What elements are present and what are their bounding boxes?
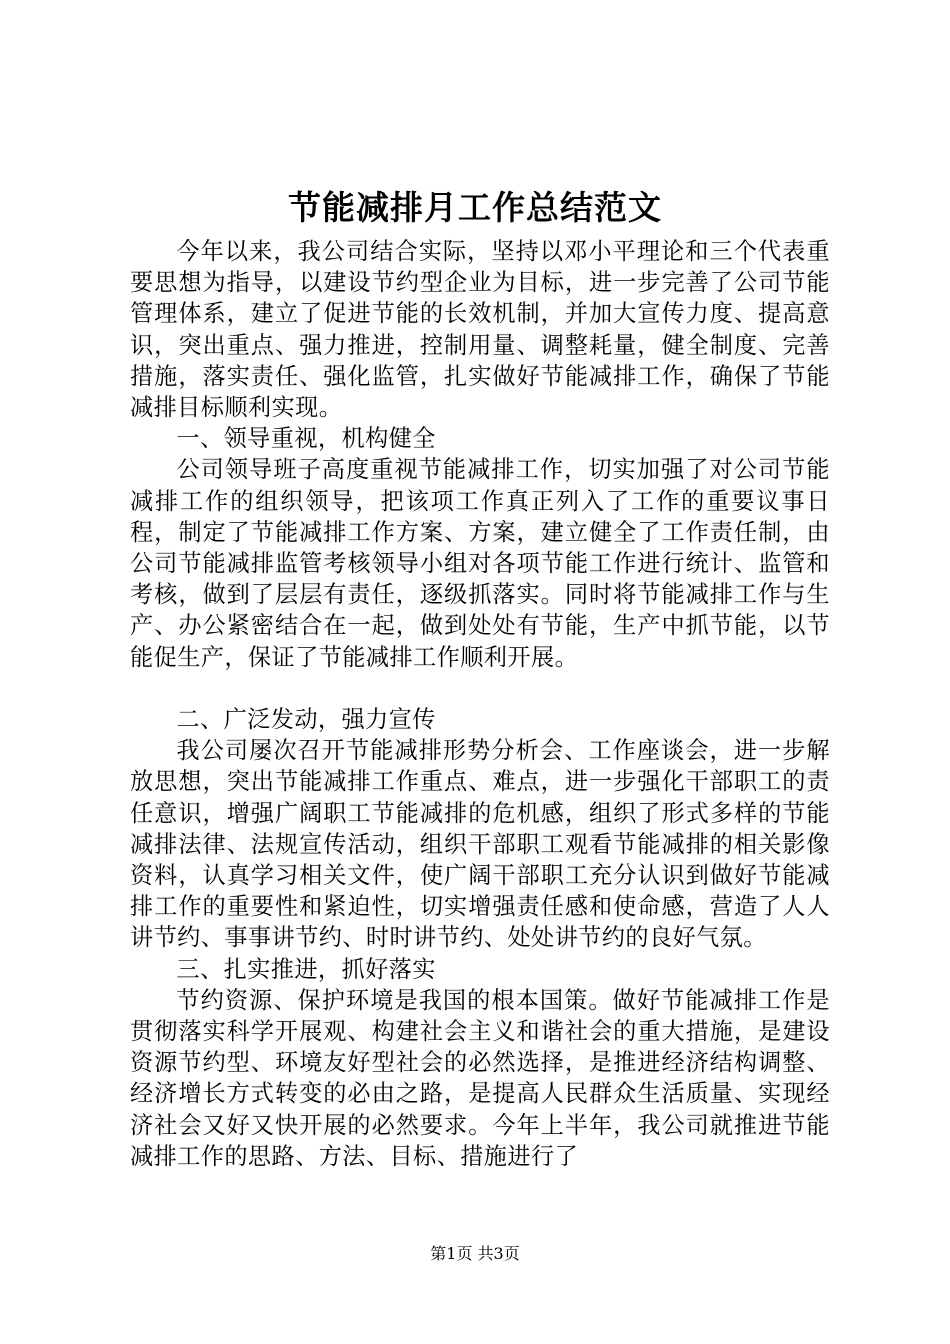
section-paragraph-3: 节约资源、保护环境是我国的根本国策。做好节能减排工作是贯彻落实科学开展观、构建社会主义和谐社会的重大措施，是建设资源节约型、环境友好型社会的必然选择，是推进经济结构调整、经济增长方式转变的必由之路，是提高人民群众生活质量、实现经济社会又好又快开展的必然要求。今年上半年，我公司就推进节能减排工作的思路、方法、目标、措施进行了 [130,986,830,1170]
document-body [130,236,830,1172]
section-paragraph-1: 公司领导班子高度重视节能减排工作，切实加强了对公司节能减排工作的组织领导，把该项工作真正列入了工作的重要议事日程，制定了节能减排工作方案、方案，建立健全了工作责任制，由公司节能减排监管考核领导小组对各项节能工作进行统计、监管和考核，做到了层层有责任，逐级抓落实。同时将节能减排工作与生产、办公紧密结合在一起，做到处处有节能，生产中抓节能，以节能促生产，保证了节能减排工作顺利开展。 [130,456,830,671]
section-heading-3: 三、扎实推进，抓好落实 [176,955,436,983]
section-paragraph-2: 我公司屡次召开节能减排形势分析会、工作座谈会，进一步解放思想，突出节能减排工作重点、难点，进一步强化干部职工的责任意识，增强广阔职工节能减排的危机感，组织了形式多样的节能减排法律、法规宣传活动，组织干部职工观看节能减排的相关影像资料，认真学习相关文件，使广阔干部职工充分认识到做好节能减排工作的重要性和紧迫性，切实增强责任感和使命感，营造了人人讲节约、事事讲节约、时时讲节约、处处讲节约的良好气氛。 [130,737,830,952]
intro-paragraph: 今年以来，我公司结合实际，坚持以邓小平理论和三个代表重要思想为指导，以建设节约型企业为目标，进一步完善了公司节能管理体系，建立了促进节能的长效机制，并加大宣传力度、提高意识，突出重点、强力推进，控制用量、调整耗量，健全制度、完善措施，落实责任、强化监管，扎实做好节能减排工作，确保了节能减排目标顺利实现。 [130,238,830,422]
blank-line [130,673,830,704]
section-heading-1: 一、领导重视，机构健全 [176,425,436,453]
page-footer: 第1页 共3页 [430,1244,520,1263]
section-heading-2: 二、广泛发动，强力宣传 [176,706,436,734]
document-title: 节能减排月工作总结范文 [288,188,662,227]
